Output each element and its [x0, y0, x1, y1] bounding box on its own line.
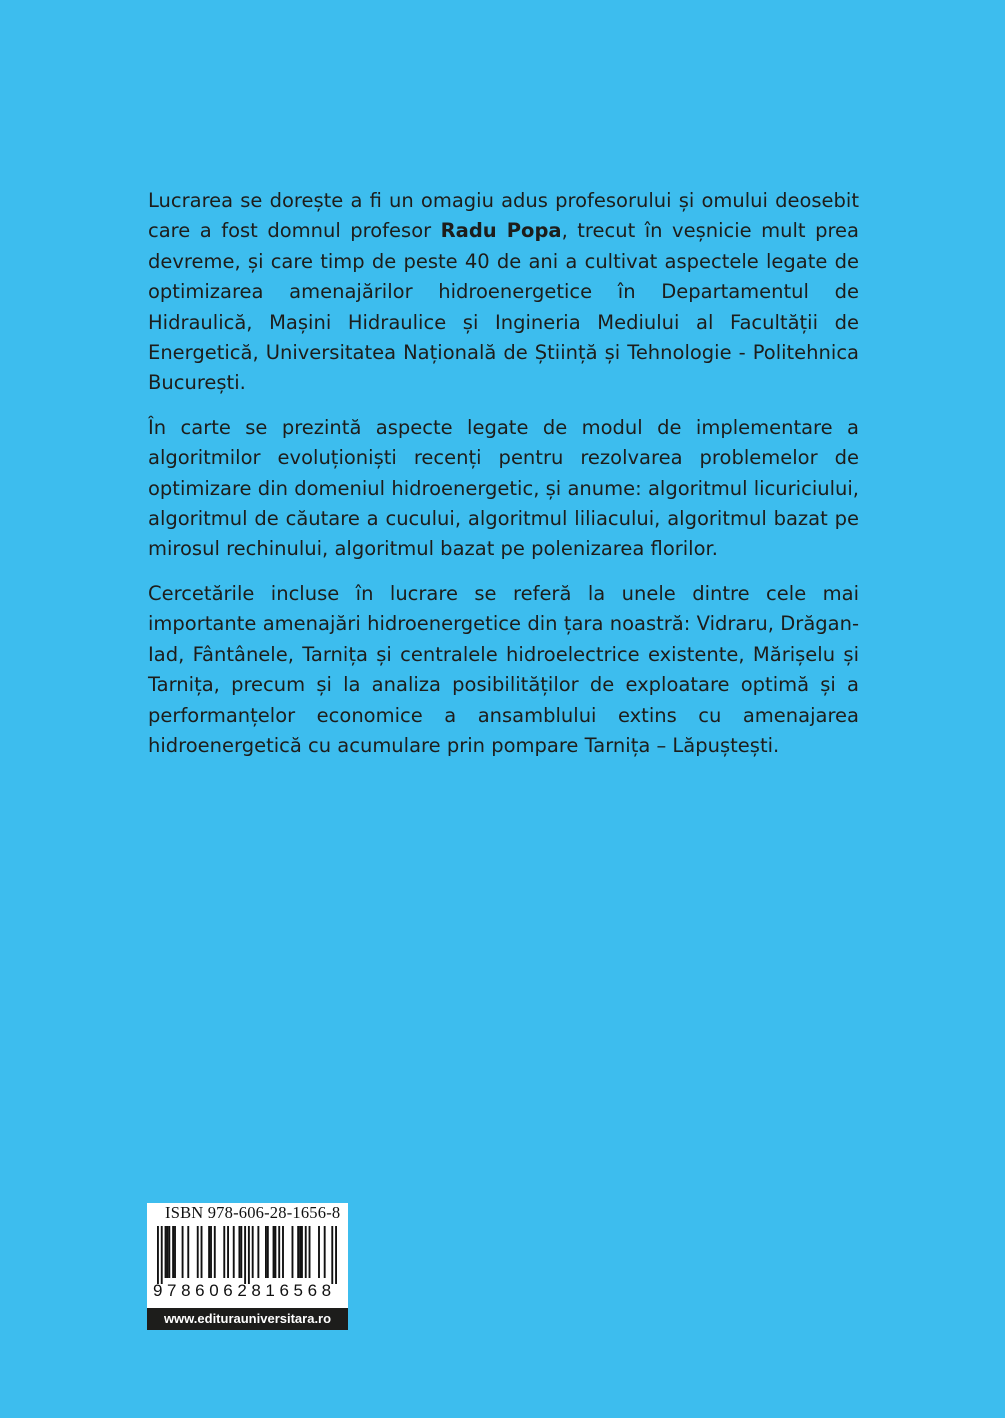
barcode-bar	[208, 1226, 210, 1278]
barcode-bar	[273, 1226, 275, 1278]
barcode-bar	[244, 1226, 246, 1284]
barcode-bar	[324, 1226, 326, 1278]
barcode-bars	[157, 1226, 337, 1284]
paragraph-dedication: Lucrarea se dorește a fi un omagiu adus profesorului și omului deosebit care a fost domnul profesor Radu Popa, trecut în veșnicie mult prea devreme, și care timp de peste 40 de ani a cultivat aspectele legate de optimizarea amenajărilor hidroenergetice în Departamentul de Hidraulică, Mașini Hidraulice și Ingineria Mediului al Facultății de Energetică, Universitatea Națională de Știință și Tehnologie - Politehnica București.	[148, 189, 859, 395]
isbn-barcode	[147, 1203, 348, 1308]
barcode-bar	[187, 1226, 189, 1278]
barcode-bar	[157, 1226, 159, 1284]
barcode-bar	[278, 1226, 280, 1278]
back-cover-description	[148, 186, 859, 775]
barcode-bar	[252, 1226, 254, 1278]
barcode-bar	[210, 1226, 212, 1278]
barcode-bar	[305, 1226, 307, 1278]
barcode-bar	[267, 1226, 269, 1278]
isbn-label: ISBN 978-606-28-1656-8	[165, 1203, 341, 1222]
barcode-bar	[182, 1226, 184, 1278]
barcode-bar	[331, 1226, 333, 1284]
barcode-bar	[223, 1226, 225, 1278]
barcode-bar	[240, 1226, 242, 1278]
barcode-bar	[282, 1226, 284, 1278]
barcode-bar	[172, 1226, 174, 1278]
barcode-bar	[292, 1226, 294, 1278]
barcode-bar	[299, 1226, 301, 1278]
barcode-bar	[318, 1226, 320, 1278]
barcode-bar	[248, 1226, 250, 1284]
barcode-bar	[265, 1226, 267, 1278]
barcode-bar	[201, 1226, 203, 1278]
barcode-bar	[161, 1226, 163, 1284]
barcode-bar	[309, 1226, 311, 1278]
barcode-bar	[301, 1226, 303, 1278]
barcode-bar	[238, 1226, 240, 1278]
barcode-bar	[257, 1226, 259, 1278]
paragraph-algorithms: În carte se prezintă aspecte legate de modul de implementare a algoritmilor evoluționiști recenți pentru rezolvarea problemelor de optimizare din domeniul hidroenergetic, și anume: algoritmul licuriciului, algoritmul de căutare a cucului, algoritmul liliacului, algoritmul bazat pe mirosul rechinului, algoritmul bazat pe polenizarea florilor.	[148, 415, 859, 561]
barcode-bar	[174, 1226, 176, 1278]
barcode-bar	[214, 1226, 216, 1278]
barcode-bar	[166, 1226, 168, 1278]
author-name: Radu Popa	[440, 219, 562, 243]
barcode-bar	[197, 1226, 199, 1278]
barcode-bar	[165, 1226, 167, 1278]
barcode-bar	[297, 1226, 299, 1278]
barcode-bar	[335, 1226, 337, 1284]
barcode-bar	[233, 1226, 235, 1278]
barcode-bar	[168, 1226, 170, 1278]
barcode-bar	[227, 1226, 229, 1278]
paragraph-research: Cercetările incluse în lucrare se referă la unele dintre cele mai importante amenajări hidroenergetice din țara noastră: Vidraru, Drăgan-Iad, Fântânele, Tarnița și centralele hidroelectrice existente, Mărișelu și Tarnița, precum și la analiza posibilităților de exploatare optimă și a performanțelor economice a ansamblului extins cu amenajarea hidroenergetică cu acumulare prin pompare Tarnița – Lăpuștești.	[148, 581, 859, 757]
publisher-website[interactable]: www.editurauniversitara.ro	[147, 1308, 348, 1330]
barcode-bar	[274, 1226, 276, 1278]
barcode-digits: 9786062816568	[153, 1281, 336, 1300]
